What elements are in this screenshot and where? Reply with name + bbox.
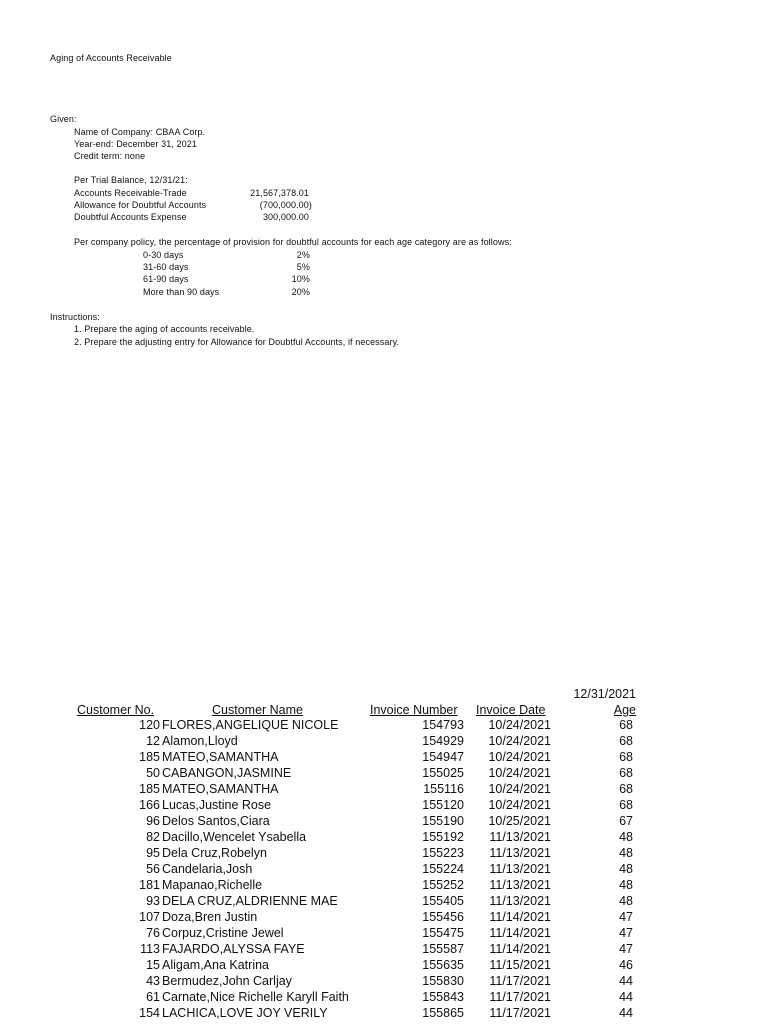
invoice-number-cell: 155120 (422, 798, 464, 812)
customer-no-cell: 93 (146, 894, 160, 908)
customer-no-cell: 120 (139, 718, 160, 732)
invoice-number-cell: 155192 (422, 830, 464, 844)
table-row (0, 958, 768, 974)
invoice-number-cell: 155224 (422, 862, 464, 876)
table-row (0, 734, 768, 750)
age-category-label: 31-60 days (143, 262, 189, 272)
header-invoice-number: Invoice Number (370, 703, 458, 717)
trial-balance-value: 300,000.00 (262, 212, 309, 222)
customer-no-cell: 107 (139, 910, 160, 924)
invoice-date-cell: 11/13/2021 (489, 830, 551, 844)
header-age: Age (613, 703, 636, 717)
customer-name-cell: Dela Cruz,Robelyn (162, 846, 267, 860)
customer-name-cell: Alamon,Lloyd (162, 734, 238, 748)
given-heading: Given: (50, 114, 77, 124)
age-cell: 48 (619, 846, 633, 860)
age-cell: 48 (619, 862, 633, 876)
table-row (0, 862, 768, 878)
customer-no-cell: 12 (146, 734, 160, 748)
invoice-number-cell: 155025 (422, 766, 464, 780)
age-cell: 67 (619, 814, 633, 828)
age-cell: 44 (619, 990, 633, 1004)
instructions-heading: Instructions: (50, 312, 100, 322)
invoice-date-cell: 10/25/2021 (488, 814, 551, 828)
table-row (0, 798, 768, 814)
invoice-date-cell: 10/24/2021 (488, 798, 551, 812)
customer-no-cell: 82 (146, 830, 160, 844)
age-cell: 47 (619, 926, 633, 940)
customer-name-cell: Doza,Bren Justin (162, 910, 258, 924)
invoice-date-cell: 11/13/2021 (489, 878, 551, 892)
table-row (0, 846, 768, 862)
age-cell: 48 (619, 878, 633, 892)
invoice-date-cell: 11/14/2021 (489, 942, 551, 956)
document-title: Aging of Accounts Receivable (50, 53, 172, 63)
customer-no-cell: 95 (146, 846, 160, 860)
table-row (0, 990, 768, 1006)
customer-no-cell: 43 (146, 974, 160, 988)
invoice-date-cell: 11/17/2021 (489, 1006, 551, 1020)
invoice-number-cell: 155635 (422, 958, 464, 972)
customer-name-cell: MATEO,SAMANTHA (162, 750, 279, 764)
invoice-number-cell: 155456 (422, 910, 464, 924)
instruction-item: 1. Prepare the aging of accounts receivable. (74, 324, 255, 334)
invoice-number-cell: 155587 (422, 942, 464, 956)
table-row (0, 878, 768, 894)
customer-name-cell: LACHICA,LOVE JOY VERILY (162, 1006, 328, 1020)
age-category-label: 61-90 days (143, 274, 189, 284)
table-row (0, 926, 768, 942)
invoice-number-cell: 155865 (422, 1006, 464, 1020)
customer-name-cell: Dacillo,Wencelet Ysabella (162, 830, 307, 844)
invoice-number-cell: 155116 (423, 782, 464, 796)
trial-balance-label: Allowance for Doubtful Accounts (74, 200, 207, 210)
table-row (0, 782, 768, 798)
invoice-date-cell: 11/15/2021 (489, 958, 551, 972)
invoice-number-cell: 155843 (422, 990, 464, 1004)
age-cell: 68 (619, 766, 633, 780)
table-row (0, 910, 768, 926)
customer-no-cell: 15 (146, 958, 160, 972)
invoice-number-cell: 154929 (422, 734, 464, 748)
age-cell: 47 (619, 942, 633, 956)
invoice-date-cell: 11/14/2021 (489, 910, 551, 924)
invoice-date-cell: 10/24/2021 (488, 782, 551, 796)
table-header-row (0, 702, 768, 718)
customer-name-cell: Bermudez,John Carljay (162, 974, 292, 988)
age-cell: 44 (619, 974, 633, 988)
trial-balance-value: 21,567,378.01 (250, 188, 309, 198)
customer-name-cell: Corpuz,Cristine Jewel (162, 926, 284, 940)
age-cell: 68 (619, 750, 633, 764)
as-of-date: 12/31/2021 (573, 687, 636, 701)
table-row (0, 718, 768, 734)
invoice-date-cell: 11/14/2021 (489, 926, 551, 940)
invoice-date-cell: 10/24/2021 (488, 766, 551, 780)
header-customer-no: Customer No. (77, 703, 155, 717)
year-end: Year-end: December 31, 2021 (74, 139, 197, 149)
customer-name-cell: Mapanao,Richelle (162, 878, 263, 892)
header-customer-name: Customer Name (212, 703, 303, 717)
customer-no-cell: 76 (146, 926, 160, 940)
invoice-number-cell: 155190 (422, 814, 464, 828)
customer-name-cell: CABANGON,JASMINE (162, 766, 292, 780)
invoice-number-cell: 154947 (422, 750, 464, 764)
customer-no-cell: 56 (146, 862, 160, 876)
age-cell: 48 (619, 830, 633, 844)
age-cell: 44 (619, 1006, 633, 1020)
customer-name-cell: Carnate,Nice Richelle Karyll Faith (162, 990, 349, 1004)
table-row (0, 750, 768, 766)
customer-name-cell: MATEO,SAMANTHA (162, 782, 279, 796)
invoice-number-cell: 155405 (422, 894, 464, 908)
customer-no-cell: 181 (139, 878, 160, 892)
age-cell: 68 (619, 782, 633, 796)
customer-no-cell: 185 (139, 750, 160, 764)
invoice-number-cell: 155830 (422, 974, 464, 988)
age-cell: 68 (619, 718, 633, 732)
invoice-date-cell: 11/17/2021 (489, 990, 551, 1004)
age-category-rate: 20% (291, 287, 310, 297)
invoice-number-cell: 155223 (422, 846, 464, 860)
age-category-label: 0-30 days (143, 250, 184, 260)
customer-no-cell: 154 (139, 1006, 160, 1020)
age-cell: 47 (619, 910, 633, 924)
table-row (0, 766, 768, 782)
customer-no-cell: 185 (139, 782, 160, 796)
credit-term: Credit term: none (74, 151, 146, 161)
table-row (0, 814, 768, 830)
customer-name-cell: Aligam,Ana Katrina (162, 958, 270, 972)
customer-name-cell: Candelaria,Josh (162, 862, 253, 876)
trial-balance-heading: Per Trial Balance, 12/31/21: (74, 175, 188, 185)
customer-no-cell: 166 (139, 798, 160, 812)
trial-balance-label: Doubtful Accounts Expense (74, 212, 187, 222)
age-category-rate: 5% (296, 262, 310, 272)
table-row (0, 1006, 768, 1022)
age-cell: 68 (619, 798, 633, 812)
trial-balance-label: Accounts Receivable-Trade (74, 188, 187, 198)
policy-text: Per company policy, the percentage of provision for doubtful accounts for each age category are as follows: (74, 237, 512, 247)
age-cell: 48 (619, 894, 633, 908)
instruction-item: 2. Prepare the adjusting entry for Allowance for Doubtful Accounts, if necessary. (74, 337, 400, 347)
customer-name-cell: DELA CRUZ,ALDRIENNE MAE (162, 894, 338, 908)
invoice-date-cell: 10/24/2021 (488, 718, 551, 732)
table-row (0, 894, 768, 910)
customer-name-cell: Lucas,Justine Rose (162, 798, 272, 812)
table-row (0, 942, 768, 958)
age-cell: 68 (619, 734, 633, 748)
table-row (0, 974, 768, 990)
customer-name-cell: FAJARDO,ALYSSA FAYE (162, 942, 305, 956)
invoice-number-cell: 154793 (422, 718, 464, 732)
customer-no-cell: 96 (146, 814, 160, 828)
invoice-date-cell: 11/13/2021 (489, 846, 551, 860)
customer-name-cell: FLORES,ANGELIQUE NICOLE (162, 718, 339, 732)
invoice-number-cell: 155252 (422, 878, 464, 892)
age-category-label: More than 90 days (143, 287, 220, 297)
age-cell: 46 (619, 958, 633, 972)
invoice-date-cell: 11/17/2021 (489, 974, 551, 988)
table-row (0, 830, 768, 846)
customer-name-cell: Delos Santos,Ciara (162, 814, 270, 828)
age-category-rate: 2% (296, 250, 310, 260)
company-name: Name of Company: CBAA Corp. (74, 127, 206, 137)
header-invoice-date: Invoice Date (476, 703, 546, 717)
age-category-rate: 10% (291, 274, 310, 284)
invoice-date-cell: 10/24/2021 (488, 734, 551, 748)
customer-no-cell: 50 (146, 766, 160, 780)
customer-no-cell: 113 (140, 942, 160, 956)
invoice-date-cell: 11/13/2021 (489, 894, 551, 908)
trial-balance-value: (700,000.00) (259, 200, 312, 210)
invoice-date-cell: 10/24/2021 (488, 750, 551, 764)
invoice-number-cell: 155475 (422, 926, 464, 940)
invoice-date-cell: 11/13/2021 (489, 862, 551, 876)
customer-no-cell: 61 (146, 990, 160, 1004)
